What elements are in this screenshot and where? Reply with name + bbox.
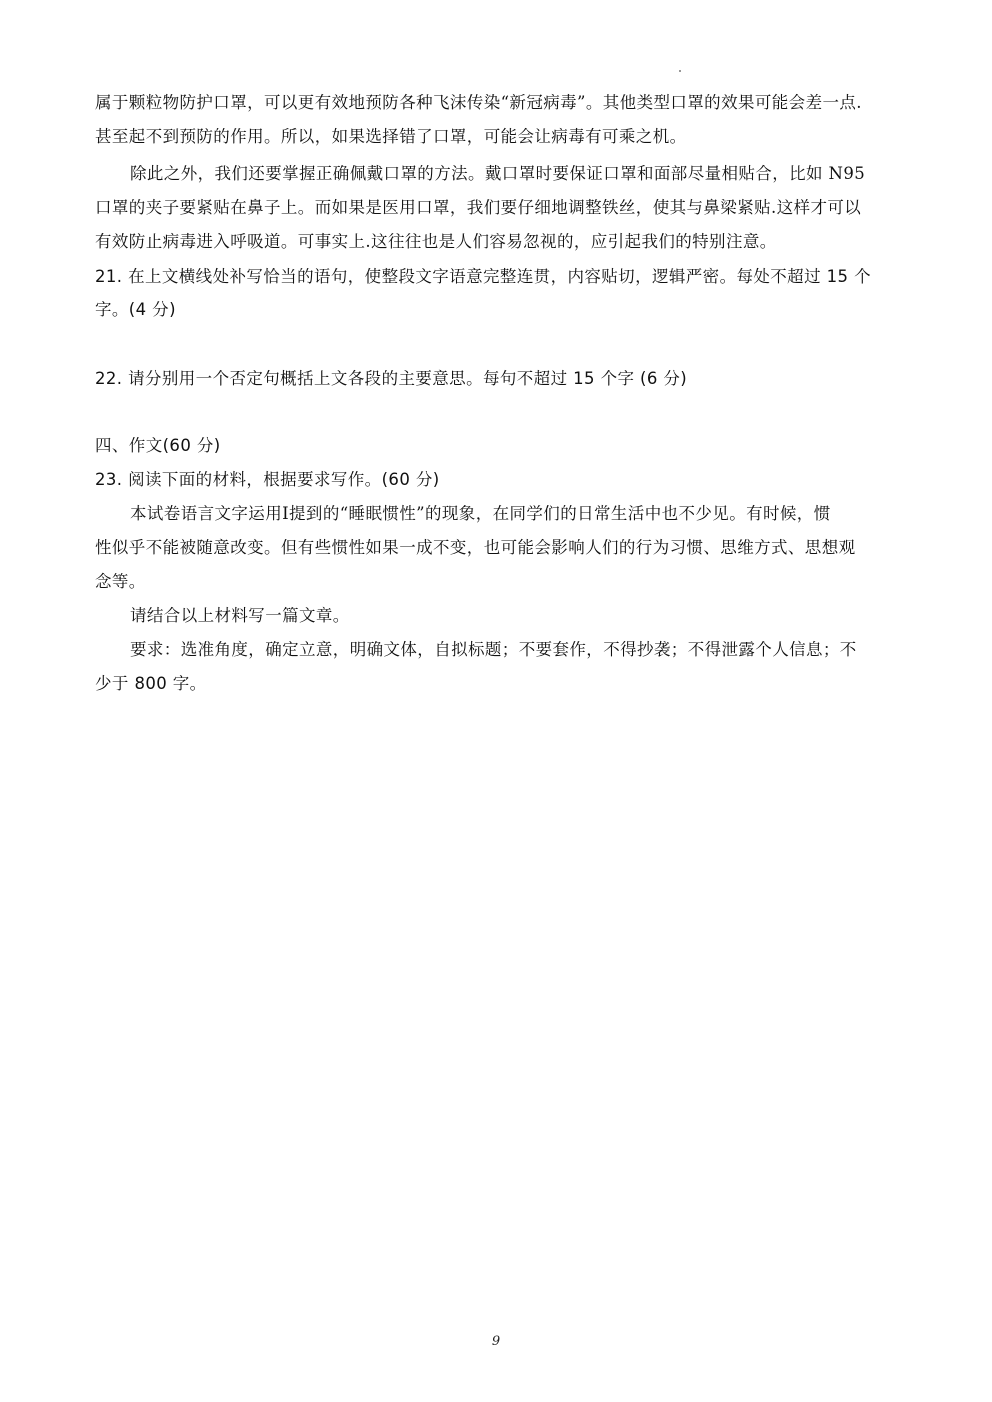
passage-line-5: 有效防止病毒进入呼吸道。可事实上.这往往也是人们容易忽视的，应引起我们的特别注意。 — [95, 232, 777, 251]
material-line-3: 念等。 — [95, 572, 146, 591]
question-21-line-2: 字。(4 分) — [95, 300, 176, 319]
material-line-2: 性似乎不能被随意改变。但有些惯性如果一成不变，也可能会影响人们的行为习惯、思维方式、思想观 — [95, 538, 856, 557]
passage-line-2: 甚至起不到预防的作用。所以，如果选择错了口罩，可能会让病毒有可乘之机。 — [95, 127, 687, 146]
question-22: 22. 请分别用一个否定句概括上文各段的主要意思。每句不超过 15 个字 (6 分) — [95, 369, 688, 388]
material-line-1: 本试卷语言文字运用Ⅰ提到的“睡眠惯性”的现象，在同学们的日常生活中也不少见。有时候，惯 — [130, 504, 831, 523]
passage-line-4: 口罩的夹子要紧贴在鼻子上。而如果是医用口罩，我们要仔细地调整铁丝，使其与鼻梁紧贴.这样才可以 — [95, 198, 862, 217]
passage-line-1: 属于颗粒物防护口罩，可以更有效地预防各种飞沫传染“新冠病毒”。其他类型口罩的效果可能会差一点. — [95, 93, 862, 112]
question-21-line-1: 21. 在上文横线处补写恰当的语句，使整段文字语意完整连贯，内容贴切，逻辑严密。每处不超过 15 个 — [95, 267, 871, 286]
scan-dot — [679, 70, 681, 72]
page-number: 9 — [491, 1334, 501, 1349]
passage-line-3: 除此之外，我们还要掌握正确佩戴口罩的方法。戴口罩时要保证口罩和面部尽量相贴合，比如 N95 — [130, 164, 866, 183]
requirement-line-2: 少于 800 字。 — [95, 674, 207, 693]
question-23: 23. 阅读下面的材料，根据要求写作。(60 分) — [95, 470, 440, 489]
writing-instruction: 请结合以上材料写一篇文章。 — [130, 606, 350, 625]
requirement-line-1: 要求：选准角度，确定立意，明确文体，自拟标题；不要套作，不得抄袭；不得泄露个人信息；不 — [130, 640, 857, 659]
section-heading: 四、作文(60 分) — [95, 436, 221, 455]
